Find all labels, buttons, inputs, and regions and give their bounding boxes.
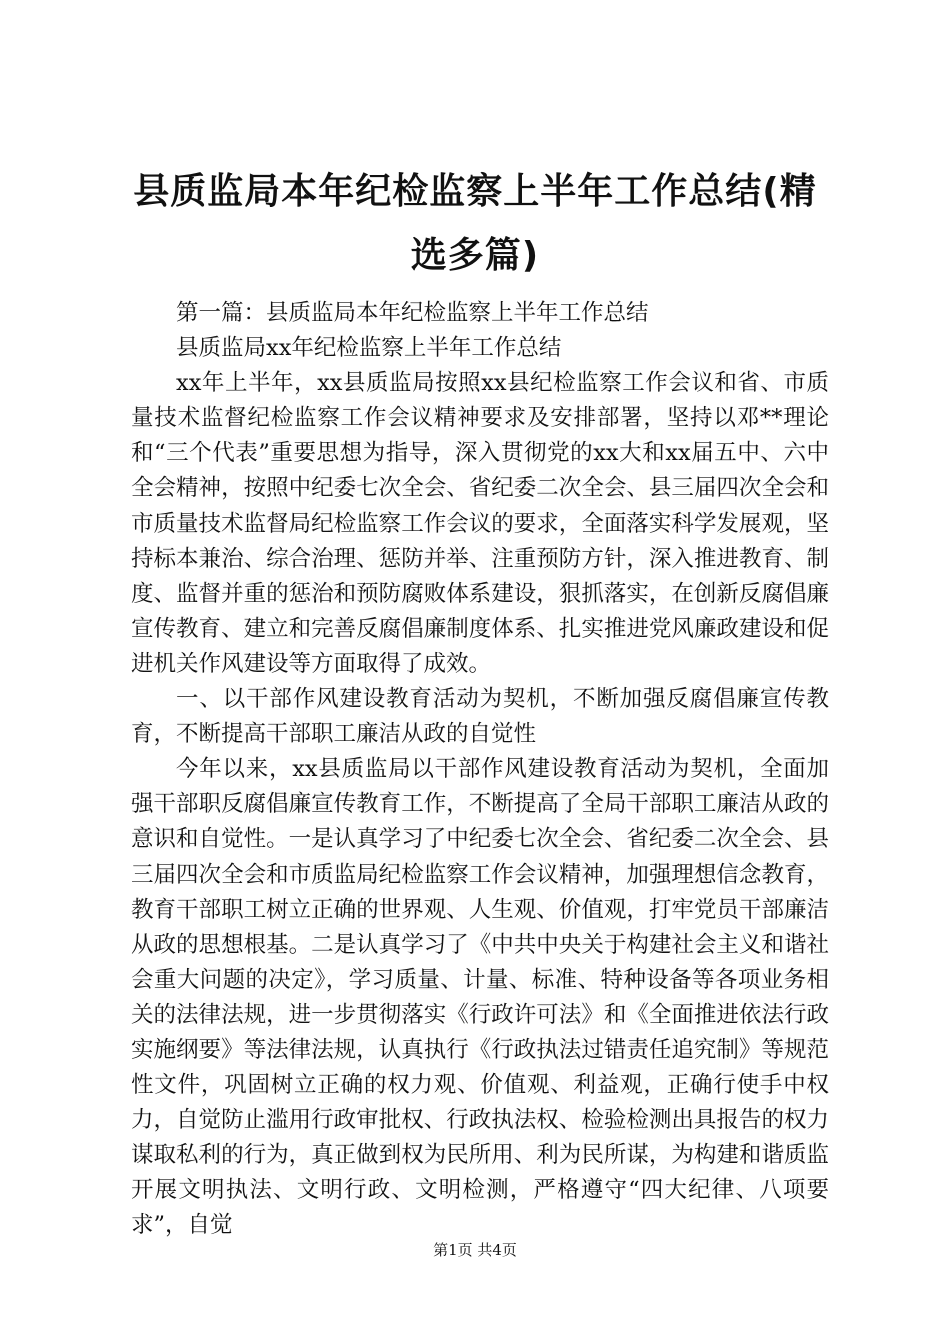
page-footer: 第1页 共4页 (433, 1241, 517, 1259)
paragraph-intro: xx年上半年，xx县质监局按照xx县纪检监察工作会议和省、市质量技术监督纪检监察工作会议精神要求及安排部署，坚持以邓**理论和“三个代表”重要思想为指导，深入贯彻党的xx大和xx届五中、六中全会精神，按照中纪委七次全会、省纪委二次全会、县三届四次全会和市质量技术监督局纪检监察工作会议的要求，全面落实科学发展观，坚持标本兼治、综合治理、惩防并举、注重预防方针，深入推进教育、制度、监督并重的惩治和预防腐败体系建设，狠抓落实，在创新反腐倡廉宣传教育、建立和完善反腐倡廉制度体系、扎实推进党风廉政建设和促进机关作风建设等方面取得了成效。 (131, 370, 829, 677)
document-title: 县质监局本年纪检监察上半年工作总结(精选多篇) (133, 171, 817, 276)
subtitle: 县质监局xx年纪检监察上半年工作总结 (176, 335, 562, 362)
paragraph-section-1: 今年以来，xx县质监局以干部作风建设教育活动为契机，全面加强干部职反腐倡廉宣传教育工作，不断提高了全局干部职工廉洁从政的意识和自觉性。一是认真学习了中纪委七次全会、省纪委二次全会、县三届四次全会和市质监局纪检监察工作会议精神，加强理想信念教育，教育干部职工树立正确的世界观、人生观、价值观，打牢党员干部廉洁从政的思想根基。二是认真学习了《中共中央关于构建社会主义和谐社会重大问题的决定》，学习质量、计量、标准、特种设备等各项业务相关的法律法规，进一步贯彻落实《行政许可法》和《全面推进依法行政实施纲要》等法律法规，认真执行《行政执法过错责任追究制》等规范性文件，巩固树立正确的权力观、价值观、利益观，正确行使手中权力，自觉防止滥用行政审批权、行政执法权、检验检测出具报告的权力谋取私利的行为，真正做到权为民所用、利为民所谋，为构建和谐质监开展文明执法、文明行政、文明检测，严格遵守“四大纪律、八项要求”，自觉 (131, 756, 829, 1239)
chapter-heading: 第一篇：县质监局本年纪检监察上半年工作总结 (176, 300, 649, 326)
section-heading: 一、以干部作风建设教育活动为契机，不断加强反腐倡廉宣传教育，不断提高干部职工廉洁从政的自觉性 (131, 686, 829, 748)
document-body (131, 296, 829, 1244)
